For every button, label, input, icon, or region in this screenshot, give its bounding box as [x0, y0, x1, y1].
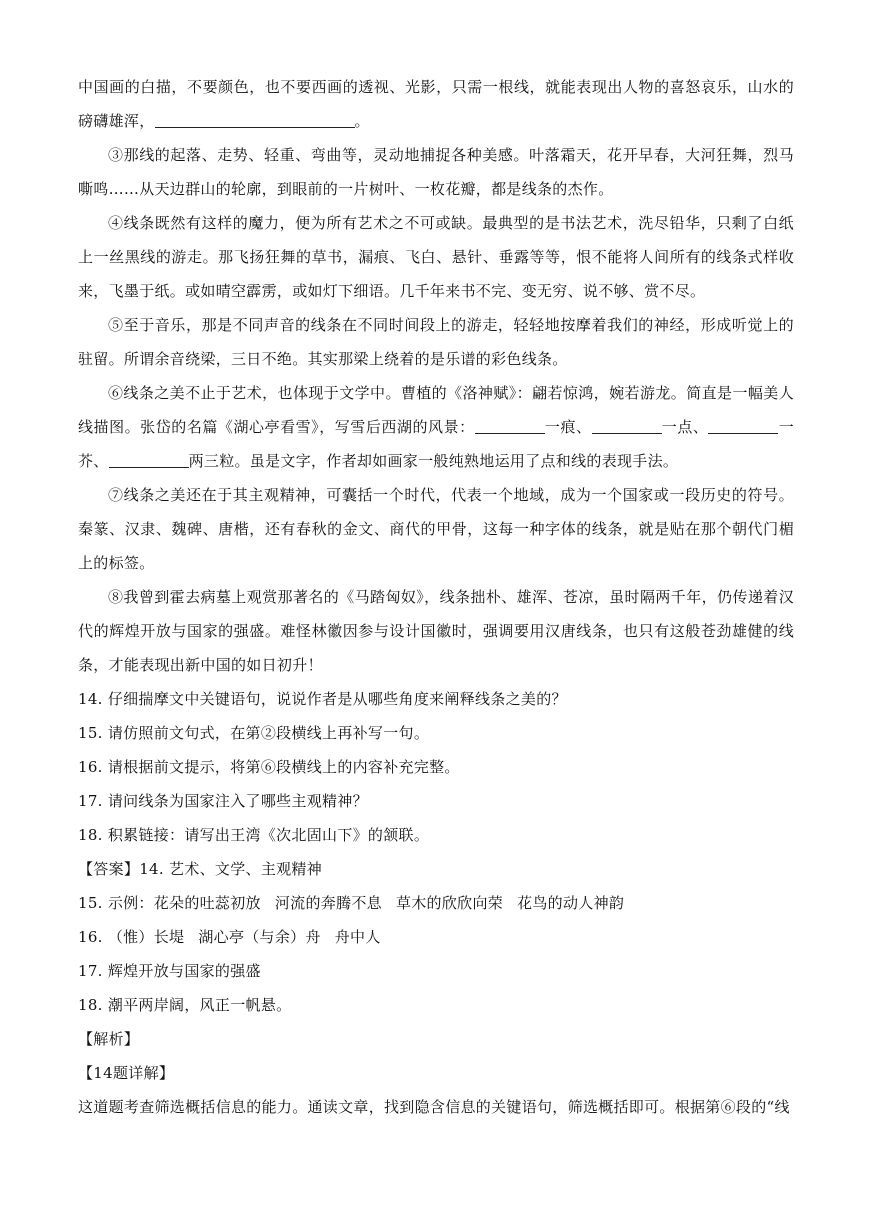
- paragraph-6: [78, 376, 794, 478]
- answer-18: 18. 潮平两岸阔，风正一帆悬。: [78, 996, 292, 1014]
- answer-15-item: 草木的欣欣向荣: [395, 894, 504, 912]
- paragraph-6-text-c: 一点、: [661, 418, 709, 436]
- answer-17: 17. 辉煌开放与国家的强盛: [78, 962, 261, 980]
- paragraph-6-text-e: 两三粒。虽是文字，作者却如画家一般纯熟地运用了点和线的表现手法。: [188, 452, 679, 470]
- question-14: 14. 仔细揣摩文中关键语句，说说作者是从哪些角度来阐释线条之美的？: [78, 690, 567, 708]
- answer-16-item: 湖心亭（与余）舟: [198, 928, 321, 946]
- paragraph-8: ⑧我曾到霍去病墓上观赏那著名的《马踏匈奴》，线条拙朴、雄浑、苍凉，虽时隔两千年，仍传递着汉代的辉煌开放与国家的强盛。难怪林徽因参与设计国徽时，强调要用汉唐线条，也只有这般苍劲雄健的线条，才能表现出新中国的如日初升！: [78, 588, 794, 674]
- fill-blank-3[interactable]: [592, 418, 662, 434]
- question-17: 17. 请问线条为国家注入了哪些主观精神？: [78, 792, 368, 810]
- paragraph-4: ④线条既然有这样的魔力，便为所有艺术之不可或缺。最典型的是书法艺术，洗尽铅华，只剩了白纸上一丝黑线的游走。那飞扬狂舞的草书，漏痕、飞白、悬针、垂露等等，恨不能将人间所有的线条式样收来，飞墨于纸。或如晴空霹雳，或如灯下细语。几千年来书不完、变无穷、说不够、赏不尽。: [78, 214, 794, 300]
- paragraph-2-end: 。: [354, 112, 370, 130]
- paragraph-3: ③那线的起落、走势、轻重、弯曲等，灵动地捕捉各种美感。叶落霜天，花开早春，大河狂舞，烈马嘶鸣……从天边群山的轮廓，到眼前的一片树叶、一枚花瓣，都是线条的杰作。: [78, 146, 794, 198]
- analysis-14-label: 【14题详解】: [78, 1064, 175, 1082]
- answer-15-prefix: 15. 示例：: [78, 894, 154, 912]
- paragraph-2-text: 中国画的白描，不要颜色，也不要西画的透视、光影，只需一根线，就能表现出人物的喜怒哀乐，山水的磅礴雄浑，: [78, 78, 794, 130]
- paragraph-6-text-d: 一芥、: [78, 418, 794, 470]
- fill-blank-2[interactable]: [475, 418, 545, 434]
- paragraph-2-tail: [78, 70, 794, 138]
- fill-blank-5[interactable]: [109, 452, 189, 468]
- fill-blank-4[interactable]: [708, 418, 778, 434]
- answer-15-item: 河流的奔腾不息: [274, 894, 382, 912]
- answer-16-item: （惟）长堤: [107, 928, 185, 946]
- analysis-14-text: 这道题考查筛选概括信息的能力。通读文章，找到隐含信息的关键语句，筛选概括即可。根据第⑥段的“线: [78, 1098, 790, 1116]
- paragraph-6-text-a: ⑥线条之美不止于艺术，也体现于文学中。曹植的《洛神赋》：翩若惊鸿，婉若游龙。简直是一幅美人线描图。张岱的名篇《湖心亭看雪》，写雪后西湖的风景：: [78, 384, 794, 436]
- answer-15: [78, 886, 794, 920]
- paragraph-7: ⑦线条之美还在于其主观精神，可囊括一个时代，代表一个地域，成为一个国家或一段历史的符号。秦篆、汉隶、魏碑、唐楷，还有春秋的金文、商代的甲骨，这每一种字体的线条，就是贴在那个朝代门楣上的标签。: [78, 486, 794, 572]
- answer-16-prefix: 16.: [78, 928, 108, 946]
- paragraph-5: ⑤至于音乐，那是不同声音的线条在不同时间段上的游走，轻轻地按摩着我们的神经，形成听觉上的驻留。所谓余音绕梁，三日不绝。其实那梁上绕着的是乐谱的彩色线条。: [78, 316, 794, 368]
- answer-15-item: 花朵的吐蕊初放: [153, 894, 261, 912]
- answer-16: [78, 920, 794, 954]
- answer-label: 【答案】: [78, 860, 140, 878]
- document-page: [78, 70, 794, 1124]
- answer-14: 14. 艺术、文学、主观精神: [139, 860, 323, 878]
- fill-blank-1[interactable]: [155, 112, 355, 128]
- answer-16-item: 舟中人: [334, 928, 381, 946]
- analysis-label: 【解析】: [78, 1030, 140, 1048]
- answer-14-line: [78, 852, 794, 886]
- answer-15-item: 花鸟的动人神韵: [517, 894, 625, 912]
- question-18: 18. 积累链接：请写出王湾《次北固山下》的颔联。: [78, 826, 430, 844]
- question-15: 15. 请仿照前文句式，在第②段横线上再补写一句。: [78, 724, 430, 742]
- question-16: 16. 请根据前文提示，将第⑥段横线上的内容补充完整。: [78, 758, 460, 776]
- paragraph-6-text-b: 一痕、: [544, 418, 592, 436]
